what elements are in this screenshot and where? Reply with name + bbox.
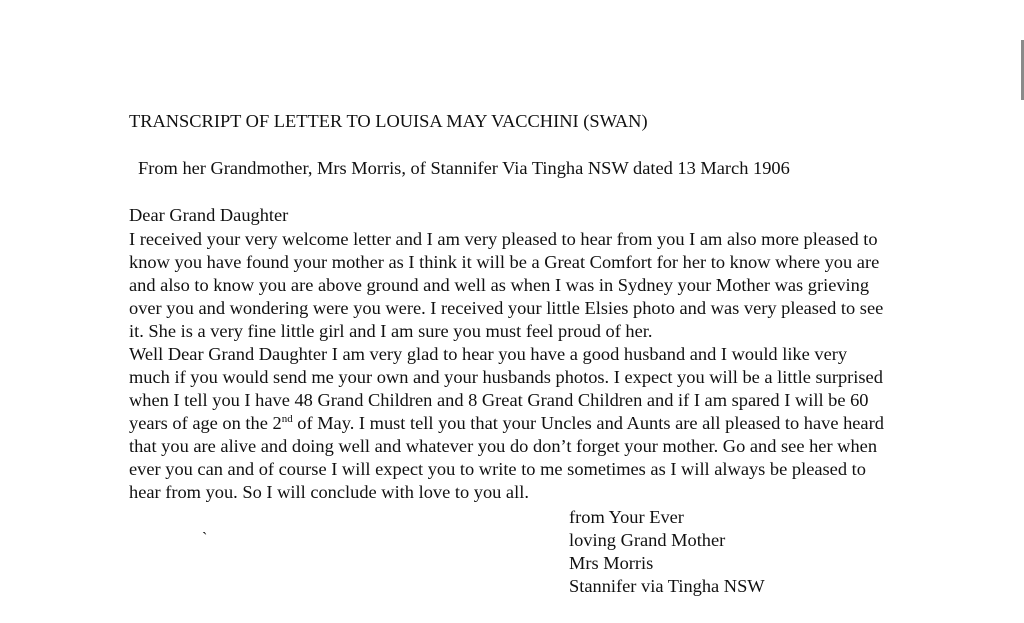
body-line: over you and wondering were you were. I received your little Elsies photo and was very pleased to see bbox=[129, 298, 884, 318]
body-line: it. She is a very fine little girl and I am sure you must feel proud of her. bbox=[129, 321, 653, 341]
body-line-with-date bbox=[129, 414, 884, 432]
body-line: ever you can and of course I will expect you to write to me sometimes as I will always be pleased to bbox=[129, 459, 866, 479]
body-line: when I tell you I have 48 Grand Children and 8 Great Grand Children and if I am spared I will be 60 bbox=[129, 390, 869, 410]
date-line-before: years of age on the 2 bbox=[129, 413, 282, 433]
stray-mark: ` bbox=[202, 530, 208, 547]
body-line: hear from you. So I will conclude with love to you all. bbox=[129, 482, 529, 502]
from-line: From her Grandmother, Mrs Morris, of Stannifer Via Tingha NSW dated 13 March 1906 bbox=[138, 158, 790, 178]
document-title: TRANSCRIPT OF LETTER TO LOUISA MAY VACCHINI (SWAN) bbox=[129, 111, 648, 131]
signature-line: from Your Ever bbox=[569, 507, 684, 527]
date-superscript: nd bbox=[281, 413, 293, 425]
body-line: and also to know you are above ground and well as when I was in Sydney your Mother was grieving bbox=[129, 275, 870, 295]
body-line: much if you would send me your own and your husbands photos. I expect you will be a little surprised bbox=[129, 367, 883, 387]
date-line-after: of May. I must tell you that your Uncles and Aunts are all pleased to have heard bbox=[292, 413, 884, 433]
body-line: Well Dear Grand Daughter I am very glad to hear you have a good husband and I would like very bbox=[129, 344, 848, 364]
signature-line: loving Grand Mother bbox=[569, 530, 726, 550]
salutation: Dear Grand Daughter bbox=[129, 205, 289, 225]
body-line: I received your very welcome letter and I am very pleased to hear from you I am also more pleased to bbox=[129, 229, 878, 249]
body-line: know you have found your mother as I think it will be a Great Comfort for her to know where you are bbox=[129, 252, 880, 272]
signature-name: Mrs Morris bbox=[569, 553, 654, 573]
signature-address: Stannifer via Tingha NSW bbox=[569, 576, 765, 596]
body-line: that you are alive and doing well and whatever you do don’t forget your mother. Go and see her when bbox=[129, 436, 878, 456]
